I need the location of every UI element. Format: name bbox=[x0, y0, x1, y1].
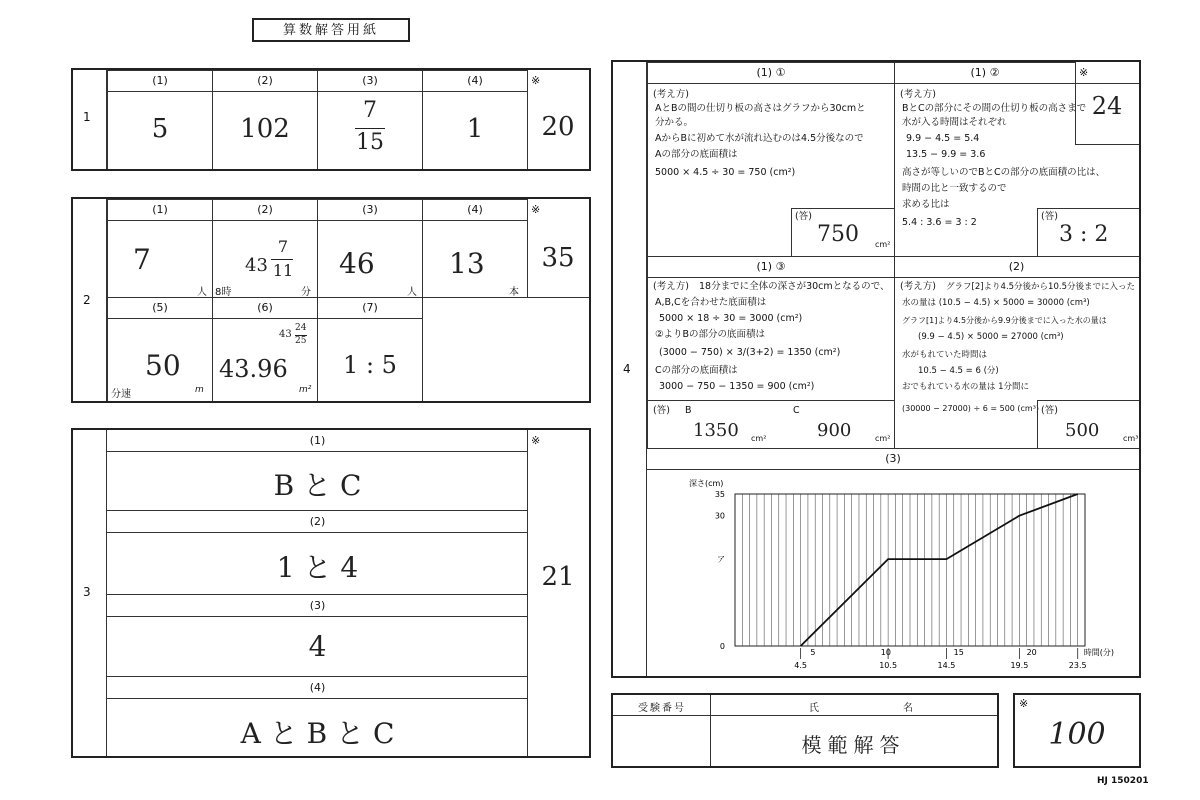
x-marker-label: 23.5 bbox=[1068, 661, 1087, 670]
student-name: 模範解答 bbox=[801, 733, 906, 757]
q4-label-1-2: (1) ② bbox=[970, 66, 1000, 79]
q1-answer-2: 102 bbox=[240, 114, 290, 144]
q2-note-6-num: 24 bbox=[295, 323, 307, 333]
q4-number: 4 bbox=[623, 362, 631, 376]
q2-label-5: (5) bbox=[152, 301, 168, 314]
q2-label-2: (2) bbox=[257, 203, 273, 216]
q1-mark: ※ bbox=[531, 74, 541, 87]
q4-answer-1-2: 3 : 2 bbox=[1059, 222, 1109, 247]
q4-ans-label-11: (答) bbox=[795, 211, 812, 222]
q2-unit-2: 分 bbox=[301, 287, 311, 298]
q4-kangaekata-1: (考え方) bbox=[653, 89, 689, 100]
q4-kangaekata-4: (考え方) bbox=[900, 281, 936, 292]
q1-label-1: (1) bbox=[152, 74, 168, 87]
q2-mark: ※ bbox=[531, 203, 541, 216]
q4-p2-line-7: おでもれている水の量は 1分間に bbox=[902, 382, 1030, 392]
q3-answer-4: A と B と C bbox=[240, 717, 395, 750]
page-title: 算数解答用紙 bbox=[252, 18, 410, 42]
q2-note-6-whole: 43 bbox=[279, 329, 292, 340]
q4-p12-line-4: 13.5 − 9.9 = 3.6 bbox=[906, 149, 986, 160]
q2-label-6: (6) bbox=[257, 301, 273, 314]
q4-unit-11: cm² bbox=[875, 240, 891, 249]
exam-info-table bbox=[611, 693, 999, 768]
q4-score: 24 bbox=[1091, 92, 1123, 120]
depth-time-chart bbox=[651, 472, 1135, 678]
q4-p13-line-6: Cの部分の底面積は bbox=[655, 365, 738, 376]
q2-answer-1: 7 bbox=[133, 243, 151, 276]
q4-p2-line-3: グラフ[1]より4.5分後から9.9分後までに入った水の量は bbox=[902, 316, 1107, 325]
q4-answer-1-3-b: 1350 bbox=[693, 420, 739, 441]
q4-p12-line-2: 水が入る時間はそれぞれ bbox=[902, 117, 1007, 128]
q4-answer-2: 500 bbox=[1065, 420, 1100, 441]
q4-label-1-1: (1) ① bbox=[756, 66, 786, 79]
x-tick-label: 5 bbox=[810, 648, 816, 657]
q1-label-2: (2) bbox=[257, 74, 273, 87]
q4-p12-line-5: 高さが等しいのでBとCの部分の底面積の比は、 bbox=[902, 167, 1106, 178]
q4-ans-label-13: (答) bbox=[653, 405, 670, 416]
q2-answer-7: 1 : 5 bbox=[343, 351, 397, 379]
q1-score: 20 bbox=[541, 112, 575, 142]
q4-unit-13-c: cm² bbox=[875, 434, 891, 443]
q2-label-3: (3) bbox=[362, 203, 378, 216]
q4-ans-label-2: (答) bbox=[1041, 405, 1058, 416]
q4-p11-line-4: Aの部分の底面積は bbox=[655, 149, 738, 160]
total-mark: ※ bbox=[1019, 697, 1029, 710]
q4-answer-1-1: 750 bbox=[817, 222, 859, 247]
q4-p2-line-5: 水がもれていた時間は bbox=[902, 350, 988, 360]
q2-label-7: (7) bbox=[362, 301, 378, 314]
q4-p12-line-8: 5.4 : 3.6 = 3 : 2 bbox=[902, 217, 977, 228]
q2-unit-1: 人 bbox=[197, 287, 207, 298]
q3-label-4: (4) bbox=[309, 681, 326, 694]
q2-answer-2-den: 11 bbox=[272, 261, 294, 280]
q2-number: 2 bbox=[83, 293, 91, 307]
q4-p13-line-3: 5000 × 18 ÷ 30 = 3000 (cm²) bbox=[659, 313, 803, 324]
q2-note-6-den: 25 bbox=[295, 336, 307, 346]
q4-p11-line-5: 5000 × 4.5 ÷ 30 = 750 (cm²) bbox=[655, 167, 796, 178]
q2-unit-3: 人 bbox=[407, 287, 417, 298]
y-tick-label: 0 bbox=[719, 642, 725, 651]
q4-label-2: (2) bbox=[1008, 260, 1025, 273]
x-marker-label: 10.5 bbox=[879, 661, 898, 670]
name-label-2: 名 bbox=[903, 703, 913, 714]
q4-p13-line-1: 18分までに全体の深さが30cmとなるので、 bbox=[699, 281, 890, 292]
x-marker-label: 19.5 bbox=[1010, 661, 1029, 670]
q3-score: 21 bbox=[541, 562, 575, 592]
q1-table bbox=[71, 68, 591, 171]
q3-label-1: (1) bbox=[309, 434, 326, 447]
q4-unit-13-b: cm² bbox=[751, 434, 767, 443]
q4-p2-line-8: (30000 − 27000) ÷ 6 = 500 (cm³) bbox=[902, 404, 1040, 413]
q3-table bbox=[71, 428, 591, 758]
q4-p12-line-7: 求める比は bbox=[902, 199, 950, 210]
q4-p11-line-1: AとBの間の仕切り板の高さはグラフから30cmと bbox=[655, 103, 866, 114]
x-marker-label: 4.5 bbox=[794, 661, 807, 670]
q4-mark: ※ bbox=[1079, 66, 1089, 79]
y-tick-label: 30 bbox=[714, 511, 725, 521]
total-score: 100 bbox=[1048, 717, 1106, 752]
exam-number-label: 受験番号 bbox=[638, 703, 686, 714]
q4-label-3: (3) bbox=[885, 452, 901, 465]
q1-label-3: (3) bbox=[362, 74, 378, 87]
q2-label-1: (1) bbox=[152, 203, 168, 216]
q4-ans-label-12: (答) bbox=[1041, 211, 1058, 222]
q1-answer-3-den: 15 bbox=[356, 130, 384, 155]
q4-p13-line-2: A,B,Cを合わせた底面積は bbox=[655, 297, 767, 308]
q1-answer-1: 5 bbox=[151, 114, 169, 144]
q2-unit-6: m² bbox=[299, 385, 312, 395]
y-tick-label: ア bbox=[717, 555, 725, 565]
q2-answer-3: 46 bbox=[339, 247, 375, 280]
total-score-box bbox=[1013, 693, 1141, 768]
q4-p12-line-6: 時間の比と一致するので bbox=[902, 183, 1007, 194]
q4-p2-line-1: グラフ[2]より4.5分後から10.5分後までに入った bbox=[946, 282, 1135, 292]
q4-p2-line-2: 水の量は (10.5 − 4.5) × 5000 = 30000 (cm³) bbox=[902, 298, 1090, 308]
q4-unit-2: cm³ bbox=[1123, 434, 1139, 443]
q2-table bbox=[71, 197, 591, 403]
q3-label-3: (3) bbox=[309, 599, 326, 612]
form-code: HJ 150201 bbox=[1097, 776, 1149, 786]
q4-p12-line-3: 9.9 − 4.5 = 5.4 bbox=[906, 133, 980, 144]
q3-answer-1: B と C bbox=[273, 469, 362, 502]
q2-answer-2-num: 7 bbox=[277, 237, 289, 256]
x-tick-label: 10 bbox=[880, 648, 891, 657]
x-tick-label: 15 bbox=[953, 648, 964, 657]
y-tick-label: 35 bbox=[714, 490, 725, 499]
y-axis-label: 深さ(cm) bbox=[689, 479, 724, 488]
q4-p11-line-2: 分かる。 bbox=[655, 117, 694, 128]
q3-mark: ※ bbox=[531, 434, 541, 447]
q1-label-4: (4) bbox=[467, 74, 483, 87]
q4-p2-line-4: (9.9 − 4.5) × 5000 = 27000 (cm³) bbox=[918, 332, 1064, 342]
q3-answer-3: 4 bbox=[308, 630, 327, 663]
q4-kangaekata-2: (考え方) bbox=[900, 89, 936, 100]
x-axis-label: 時間(分) bbox=[1083, 648, 1114, 657]
q4-answer-1-3-c: 900 bbox=[817, 420, 852, 441]
q3-answer-2: 1 と 4 bbox=[276, 551, 359, 584]
q4-label-1-3: (1) ③ bbox=[756, 260, 786, 273]
q4-table bbox=[611, 60, 1141, 678]
q2-prefix-5: 分速 bbox=[111, 389, 131, 400]
q2-score: 35 bbox=[541, 243, 575, 273]
q2-unit-4: 本 bbox=[509, 287, 519, 298]
q4-p13-line-5: (3000 − 750) × 3/(3+2) = 1350 (cm²) bbox=[659, 347, 841, 358]
q4-p13-line-4: ②よりBの部分の底面積は bbox=[655, 329, 766, 340]
q2-unit-5: m bbox=[195, 385, 204, 395]
q4-ans-13-c-label: C bbox=[793, 405, 800, 416]
q4-p11-line-3: AからBに初めて水が流れ込むのは4.5分後なので bbox=[655, 133, 864, 144]
q1-answer-3-num: 7 bbox=[363, 98, 377, 123]
q4-kangaekata-3: (考え方) bbox=[653, 281, 689, 292]
name-label-1: 氏 bbox=[809, 703, 819, 714]
x-tick-label: 20 bbox=[1026, 648, 1037, 657]
q2-answer-5: 50 bbox=[145, 349, 181, 382]
q2-label-4: (4) bbox=[467, 203, 483, 216]
q3-number: 3 bbox=[83, 585, 91, 599]
q3-label-2: (2) bbox=[309, 515, 326, 528]
q2-answer-6: 43.96 bbox=[219, 355, 288, 383]
q1-answer-4: 1 bbox=[466, 114, 484, 144]
x-marker-label: 14.5 bbox=[937, 661, 956, 670]
q2-prefix-2: 8時 bbox=[215, 287, 232, 298]
q4-p12-line-1: BとCの部分にその間の仕切り板の高さまで bbox=[902, 103, 1087, 114]
q1-number: 1 bbox=[83, 110, 91, 124]
q2-answer-2-whole: 43 bbox=[245, 255, 268, 276]
q4-ans-13-b-label: B bbox=[685, 405, 692, 416]
q4-p2-line-6: 10.5 − 4.5 = 6 (分) bbox=[918, 366, 999, 376]
q2-answer-4: 13 bbox=[449, 247, 485, 280]
q4-p13-line-7: 3000 − 750 − 1350 = 900 (cm²) bbox=[659, 381, 815, 392]
